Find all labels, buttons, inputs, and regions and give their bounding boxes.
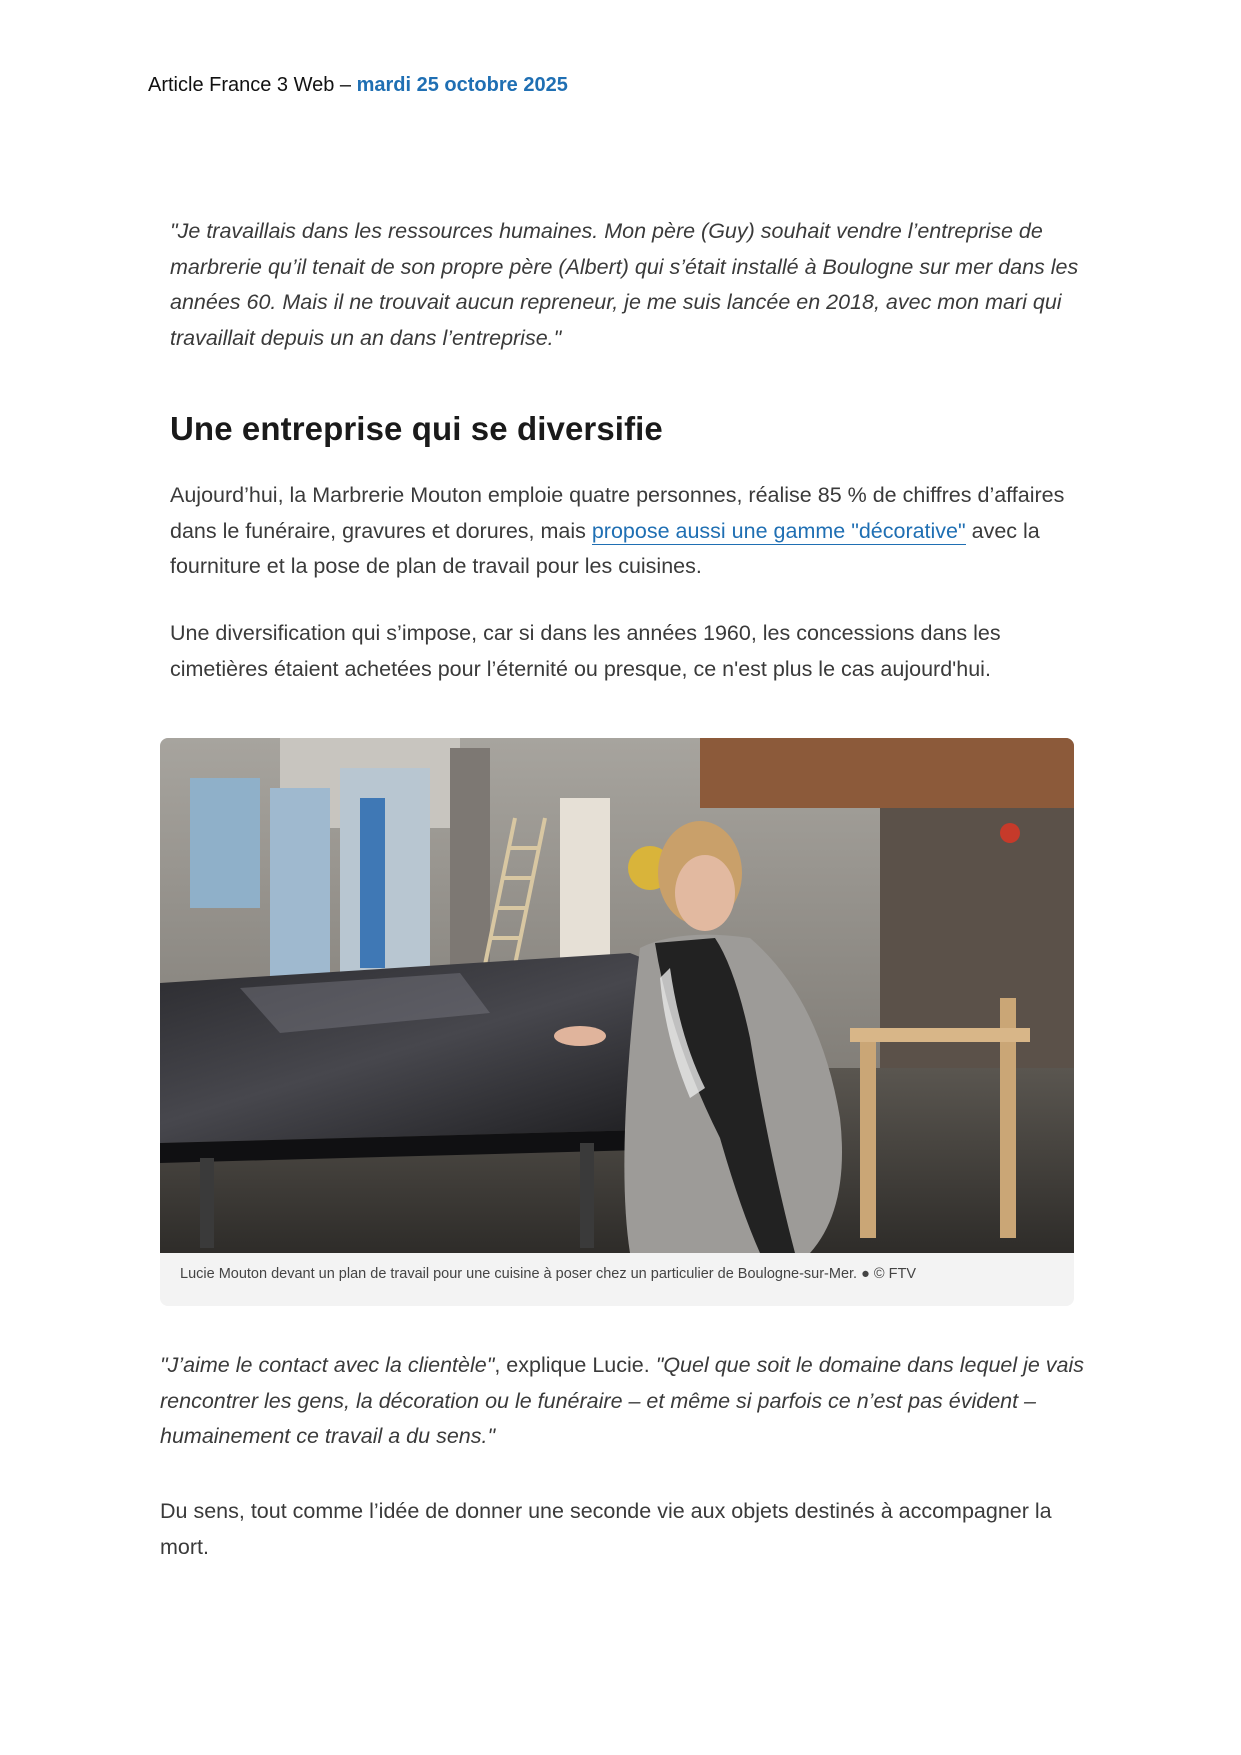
quote-lucie-attribution: , explique Lucie.	[494, 1353, 656, 1377]
paragraph-diversification	[170, 478, 1090, 585]
closing-paragraph: Du sens, tout comme l’idée de donner une seconde vie aux objets destinés à accompagner la mort.	[160, 1499, 1052, 1559]
paragraph-text-after-link: avec la fourniture et la pose de plan de travail pour les cuisines.	[170, 518, 1040, 578]
workshop-photo	[160, 738, 1074, 1253]
paragraph-text-before-link: Aujourd’hui, la Marbrerie Mouton emploie quatre personnes, réalise 85 % de chiffres d’affaires dans le funéraire, gravures et dorures, mais	[170, 483, 1065, 543]
section-title: Une entreprise qui se diversifie	[170, 410, 663, 447]
quote-lucie-second: "Quel que soit le domaine dans lequel je vais rencontrer les gens, la décoration ou le funéraire – et même si parfois ce n’est pas évident – humainement ce travail a du sens."	[160, 1353, 1085, 1448]
photo-caption: Lucie Mouton devant un plan de travail pour une cuisine à poser chez un particulier de Boulogne-sur-Mer. ● © FTV	[180, 1266, 916, 1282]
quote-lucie-first: "J’aime le contact avec la clientèle"	[160, 1353, 495, 1377]
quote-lucie	[160, 1348, 1090, 1455]
decorative-range-link[interactable]: propose aussi une gamme "décorative"	[591, 518, 966, 543]
article-figure	[160, 738, 1074, 1306]
page-header	[148, 74, 568, 97]
header-date: mardi 25 octobre 2025	[356, 74, 568, 96]
header-source: Article France 3 Web –	[148, 74, 357, 96]
quote-paragraph: "Je travaillais dans les ressources humaines. Mon père (Guy) souhait vendre l’entreprise de marbrerie qu’il tenait de son propre père (Albert) qui s’était installé à Boulogne sur mer dans les années 60. Mais il ne trouvait aucun repreneur, je me suis lancée en 2018, avec mon mari qui travaillait depuis un an dans l’entreprise."	[170, 219, 1079, 350]
paragraph-cemeteries: Une diversification qui s’impose, car si dans les années 1960, les concessions dans les cimetières étaient achetées pour l’éternité ou presque, ce n'est plus le cas aujourd'hui.	[170, 621, 1001, 681]
